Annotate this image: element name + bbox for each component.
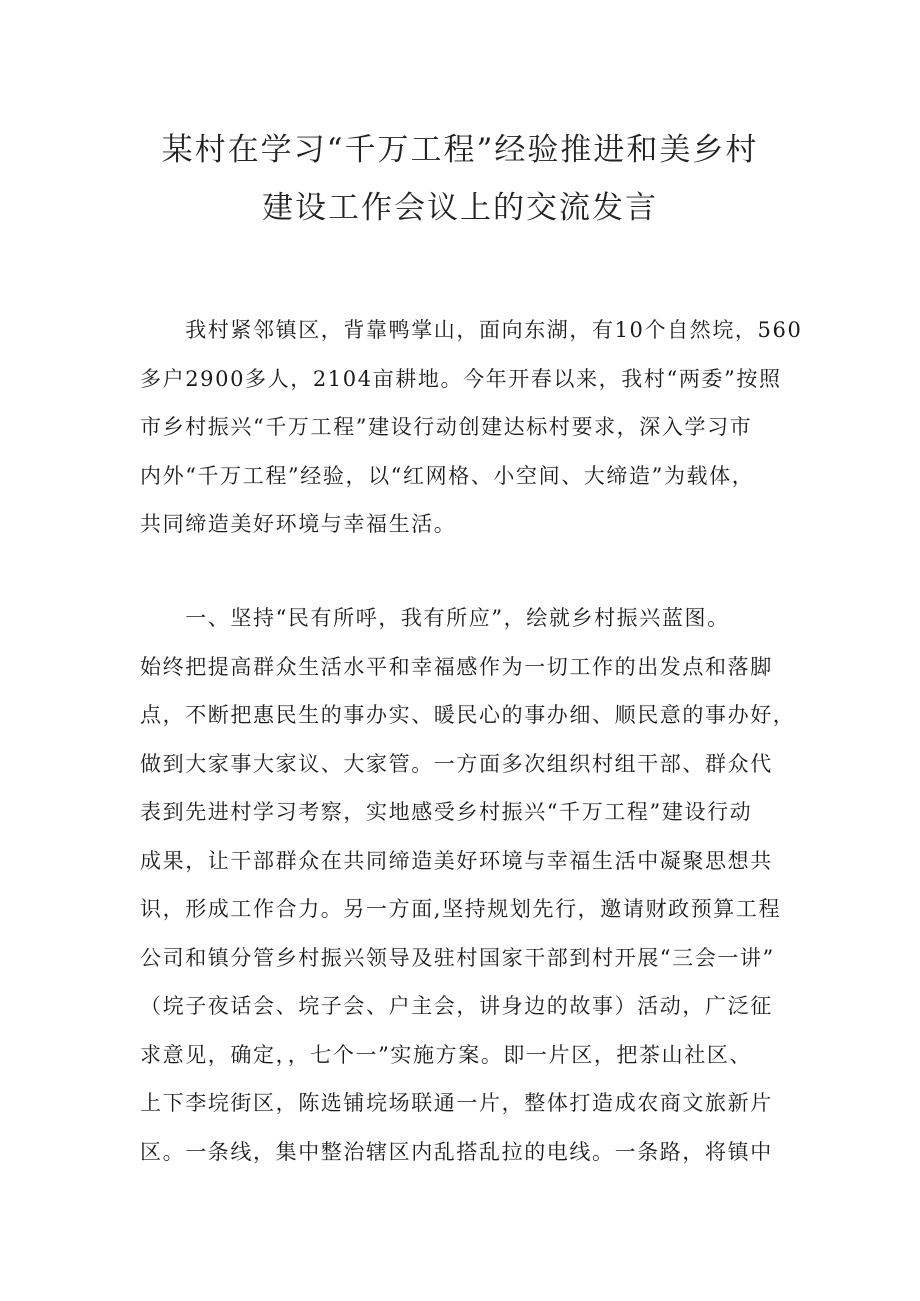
paragraph-line: 市乡村振兴“千万工程”建设行动创建达标村要求，深入学习市 [140, 415, 753, 439]
paragraph-line: 上下李垸街区，陈选铺垸场联通一片，整体打造成农商文旅新片 [140, 1091, 773, 1115]
paragraph-line: 我村紧邻镇区，背靠鸭掌山，面向东湖，有10个自然垸，560 [140, 318, 803, 342]
document-title-line-2: 建设工作会议上的交流发言 [262, 190, 658, 226]
paragraph-section-one [140, 594, 796, 1176]
paragraph-line: 内外“千万工程”经验，以“红网格、小空间、大缔造”为载体， [140, 463, 755, 488]
paragraph-line: 共同缔造美好环境与幸福生活。 [140, 512, 457, 536]
paragraph-line: 始终把提高群众生活水平和幸福感作为一切工作的出发点和落脚 [140, 654, 773, 679]
paragraph-line: （垸子夜话会、垸子会、户主会，讲身边的故事）活动，广泛征 [140, 994, 773, 1018]
paragraph-line: 识，形成工作合力。另一方面,坚持规划先行，邀请财政预算工程 [140, 897, 782, 921]
paragraph-line: 做到大家事大家议、大家管。一方面多次组织村组干部、群众代 [140, 751, 773, 776]
section-heading-line: 一、坚持“民有所呼，我有所应”，绘就乡村振兴蓝图。 [140, 606, 730, 630]
paragraph-line: 公司和镇分管乡村振兴领导及驻村国家干部到村开展“三会一讲” [140, 945, 775, 970]
paragraph-intro [140, 306, 803, 549]
paragraph-line: 点，不断把惠民生的事办实、暖民心的事办细、顺民意的事办好， [140, 703, 796, 727]
paragraph-line: 区。一条线，集中整治辖区内乱搭乱拉的电线。一条路，将镇中 [140, 1139, 773, 1164]
paragraph-line: 表到先进村学习考察，实地感受乡村振兴“千万工程”建设行动 [140, 800, 753, 824]
paragraph-line: 多户2900多人，2104亩耕地。今年开春以来，我村“两委”按照 [140, 366, 782, 391]
paragraph-line: 成果，让干部群众在共同缔造美好环境与幸福生活中凝聚思想共 [140, 848, 773, 873]
document-title-line-1: 某村在学习“千万工程”经验推进和美乡村 [161, 132, 759, 168]
paragraph-line: 求意见，确定，，七个一”实施方案。即一片区，把茶山社区、 [140, 1042, 753, 1067]
